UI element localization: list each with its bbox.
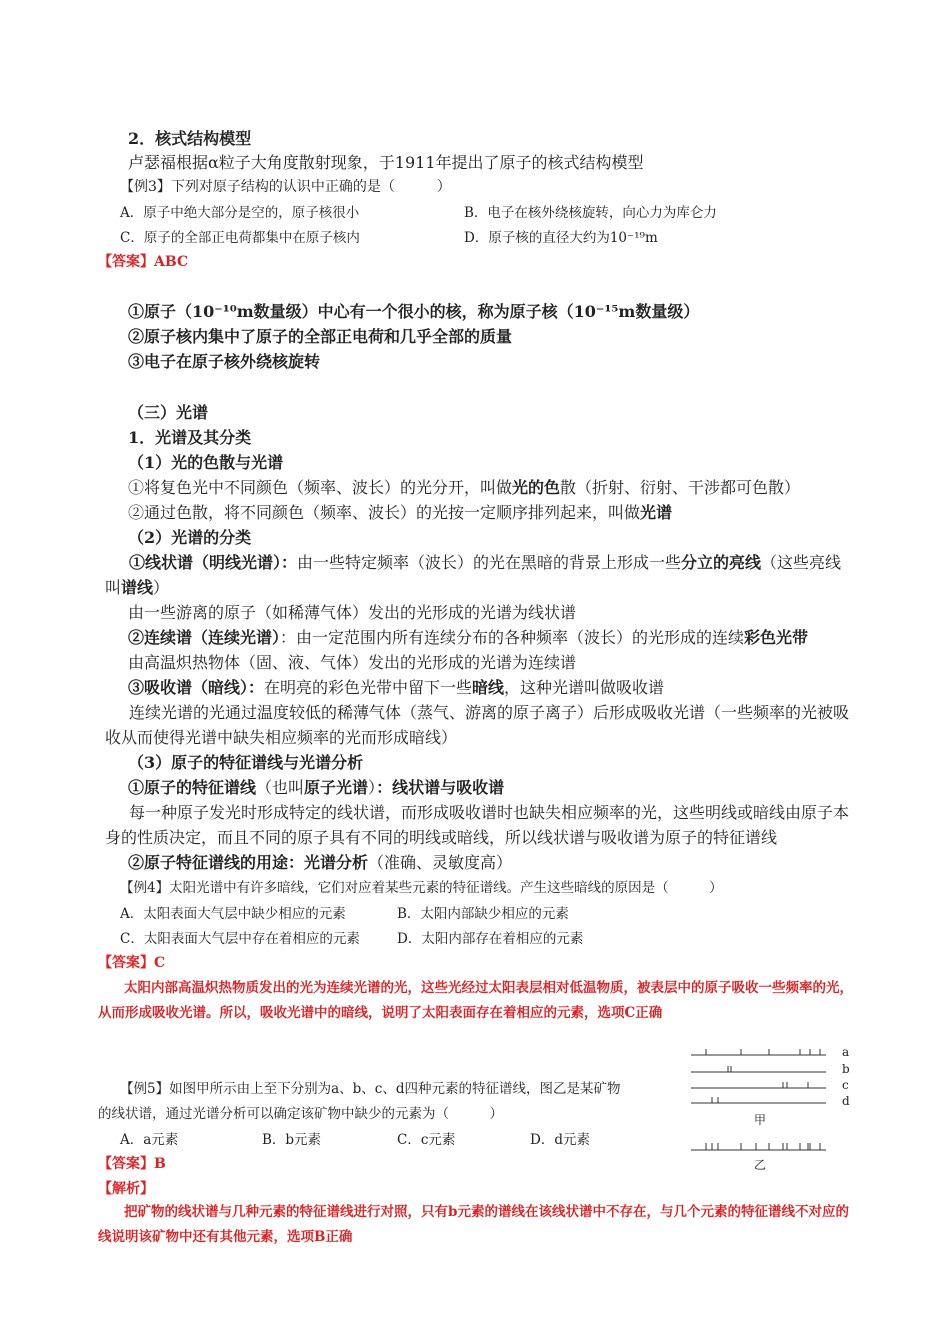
line-spectrum-source: 由一些游离的原子（如稀薄气体）发出的光形成的光谱为线状谱 bbox=[128, 603, 577, 622]
point-1: ①原子（10⁻¹⁰m数量级）中心有一个很小的核，称为原子核（10⁻¹⁵m数量级） bbox=[128, 302, 700, 321]
label-b: b bbox=[842, 1062, 850, 1076]
example4-stem: 【例4】太阳光谱中有许多暗线，它们对应着某些元素的特征谱线。产生这些暗线的原因是（ ） bbox=[120, 880, 723, 896]
spectral-analysis-line: ②原子特征谱线的用途：光谱分析（准确、灵敏度高） bbox=[128, 853, 513, 872]
characteristic-lines-heading: ①原子的特征谱线（也叫原子光谱）：线状谱与吸收谱 bbox=[128, 778, 505, 797]
example3-stem: 【例3】下列对原子结构的认识中正确的是（ ） bbox=[120, 179, 451, 195]
label-a: a bbox=[842, 1045, 850, 1059]
label-c: c bbox=[842, 1078, 849, 1092]
label-d: d bbox=[842, 1094, 850, 1108]
absorption-spectrum-source: 连续光谱的光通过温度较低的稀薄气体（蒸气、游离的原子离子）后形成吸收光谱（一些频率的光被吸收从而使得光谱中缺失相应频率的光而形成暗线） bbox=[105, 703, 850, 747]
example4-option-c: C．太阳表面大气层中存在着相应的元素 bbox=[120, 931, 360, 947]
example5-stem-line2: 的线状谱，通过光谱分析可以确定该矿物中缺少的元素为（ ） bbox=[98, 1106, 503, 1122]
section-heading-nuclear-model: 2．核式结构模型 bbox=[128, 129, 252, 148]
example5-option-a: A．a元素 bbox=[120, 1132, 179, 1148]
example5-analysis-label: 【解析】 bbox=[98, 1181, 154, 1197]
example3-answer: 【答案】ABC bbox=[98, 254, 189, 270]
subheading-classification: （2）光谱的分类 bbox=[128, 528, 252, 547]
example4-option-b: B．太阳内部缺少相应的元素 bbox=[397, 906, 569, 922]
absorption-spectrum-definition: ③吸收谱（暗线）：在明亮的彩色光带中留下一些暗线，这种光谱叫做吸收谱 bbox=[128, 678, 665, 697]
intro-text: 卢瑟福根据α粒子大角度散射现象，于1911年提出了原子的核式结构模型 bbox=[128, 153, 644, 172]
dispersion-definition: ①将复色光中不同颜色（频率、波长）的光分开，叫做光的色散（折射、衍射、干涉都可色散） bbox=[128, 478, 801, 497]
continuous-spectrum-source: 由高温炽热物体（固、液、气体）发出的光形成的光谱为连续谱 bbox=[128, 653, 577, 672]
example5-option-b: B．b元素 bbox=[262, 1132, 322, 1148]
example3-option-c: C．原子的全部正电荷都集中在原子核内 bbox=[120, 230, 360, 246]
example4-option-d: D．太阳内部存在着相应的元素 bbox=[397, 931, 584, 947]
subheading-spectrum-classification: 1．光谱及其分类 bbox=[128, 428, 252, 447]
example5-analysis: 把矿物的线状谱与几种元素的特征谱线进行对照，只有b元素的谱线在该线状谱中不存在，与几个元素的特征谱线不对应的线说明该矿物中还有其他元素，选项B正确 bbox=[98, 1204, 849, 1245]
continuous-spectrum-definition: ②连续谱（连续光谱）：由一定范围内所有连续分布的各种频率（波长）的光形成的连续彩色光带 bbox=[128, 628, 809, 647]
example4-explanation: 太阳内部高温炽热物质发出的光为连续光谱的光，这些光经过太阳表层相对低温物质，被表层中的原子吸收一些频率的光，从而形成吸收光谱。所以，吸收光谱中的暗线，说明了太阳表面存在着相应的元素，选项C正确 bbox=[98, 980, 853, 1021]
characteristic-lines-paragraph: 每一种原子发光时形成特定的线状谱，而形成吸收谱时也缺失相应频率的光，这些明线或暗线由原子本身的性质决定，而且不同的原子具有不同的明线或暗线，所以线状谱与吸收谱为原子的特征谱线 bbox=[105, 803, 850, 847]
section-heading-spectrum: （三）光谱 bbox=[128, 403, 209, 422]
point-2: ②原子核内集中了原子的全部正电荷和几乎全部的质量 bbox=[128, 327, 513, 346]
example3-option-d: D．原子核的直径大约为10⁻¹⁹m bbox=[464, 230, 658, 246]
point-3: ③电子在原子核外绕核旋转 bbox=[128, 352, 321, 371]
spectral-lines-figure bbox=[686, 1040, 856, 1174]
subheading-characteristic-lines: （3）原子的特征谱线与光谱分析 bbox=[128, 753, 364, 772]
example5-option-c: C．c元素 bbox=[397, 1132, 456, 1148]
example3-option-b: B．电子在核外绕核旋转，向心力为库仑力 bbox=[464, 205, 717, 221]
example4-option-a: A．太阳表面大气层中缺少相应的元素 bbox=[120, 906, 346, 922]
subheading-dispersion: （1）光的色散与光谱 bbox=[128, 453, 284, 472]
example5-answer: 【答案】B bbox=[98, 1156, 166, 1172]
example4-answer: 【答案】C bbox=[98, 955, 166, 971]
label-yi: 乙 bbox=[754, 1158, 767, 1172]
example5-option-d: D．d元素 bbox=[530, 1132, 590, 1148]
example5-stem-line1: 【例5】如图甲所示由上至下分别为a、b、c、d四种元素的特征谱线，图乙是某矿物 bbox=[120, 1081, 621, 1097]
label-jia: 甲 bbox=[754, 1113, 767, 1127]
spectrum-definition: ②通过色散，将不同颜色（频率、波长）的光按一定顺序排列起来，叫做光谱 bbox=[128, 503, 673, 522]
example3-option-a: A．原子中绝大部分是空的，原子核很小 bbox=[120, 205, 360, 221]
line-spectrum-definition: ①线状谱（明线光谱）：由一些特定频率（波长）的光在黑暗的背景上形成一些分立的亮线（这些亮线叫谱线） bbox=[105, 553, 842, 597]
